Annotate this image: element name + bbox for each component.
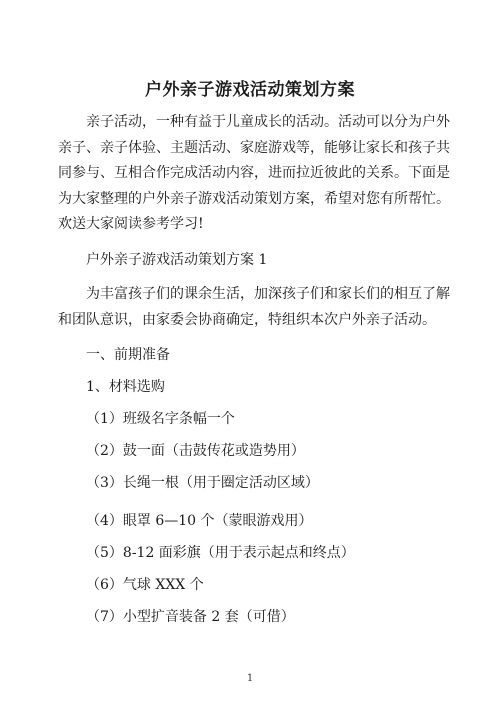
sub-heading: 1、材料选购	[86, 379, 165, 395]
purpose-paragraph: 为丰富孩子们的课余生活，加深孩子们和家长们的相互了解和团队意识，由家委会协商确定，特组织本次户外亲子活动。	[58, 286, 450, 328]
part-heading: 一、前期准备	[86, 347, 170, 363]
section-heading: 户外亲子游戏活动策划方案 1	[86, 252, 268, 268]
list-item: （7）小型扩音装备 2 套（可借）	[86, 609, 295, 625]
list-item: （5）8-12 面彩旗（用于表示起点和终点）	[86, 545, 355, 561]
page-number: 1	[246, 673, 254, 684]
intro-paragraph: 亲子活动，一种有益于儿童成长的活动。活动可以分为户外亲子、亲子体验、主题活动、家庭游戏等，能够让家长和孩子共同参与、互相合作完成活动内容，进而拉近彼此的关系。下面是为大家整理的户外亲子游戏活动策划方案，希望对您有所帮忙。欢送大家阅读参考学习!	[58, 114, 450, 232]
list-item: （3）长绳一根（用于圈定活动区域）	[86, 475, 319, 491]
list-item: （1）班级名字条幅一个	[86, 411, 235, 427]
document-title: 户外亲子游戏活动策划方案	[145, 80, 355, 100]
list-item: （6）气球 XXX 个	[86, 577, 204, 593]
list-item: （4）眼罩 6—10 个（蒙眼游戏用）	[86, 513, 313, 529]
list-item: （2）鼓一面（击鼓传花或造势用）	[86, 443, 305, 459]
